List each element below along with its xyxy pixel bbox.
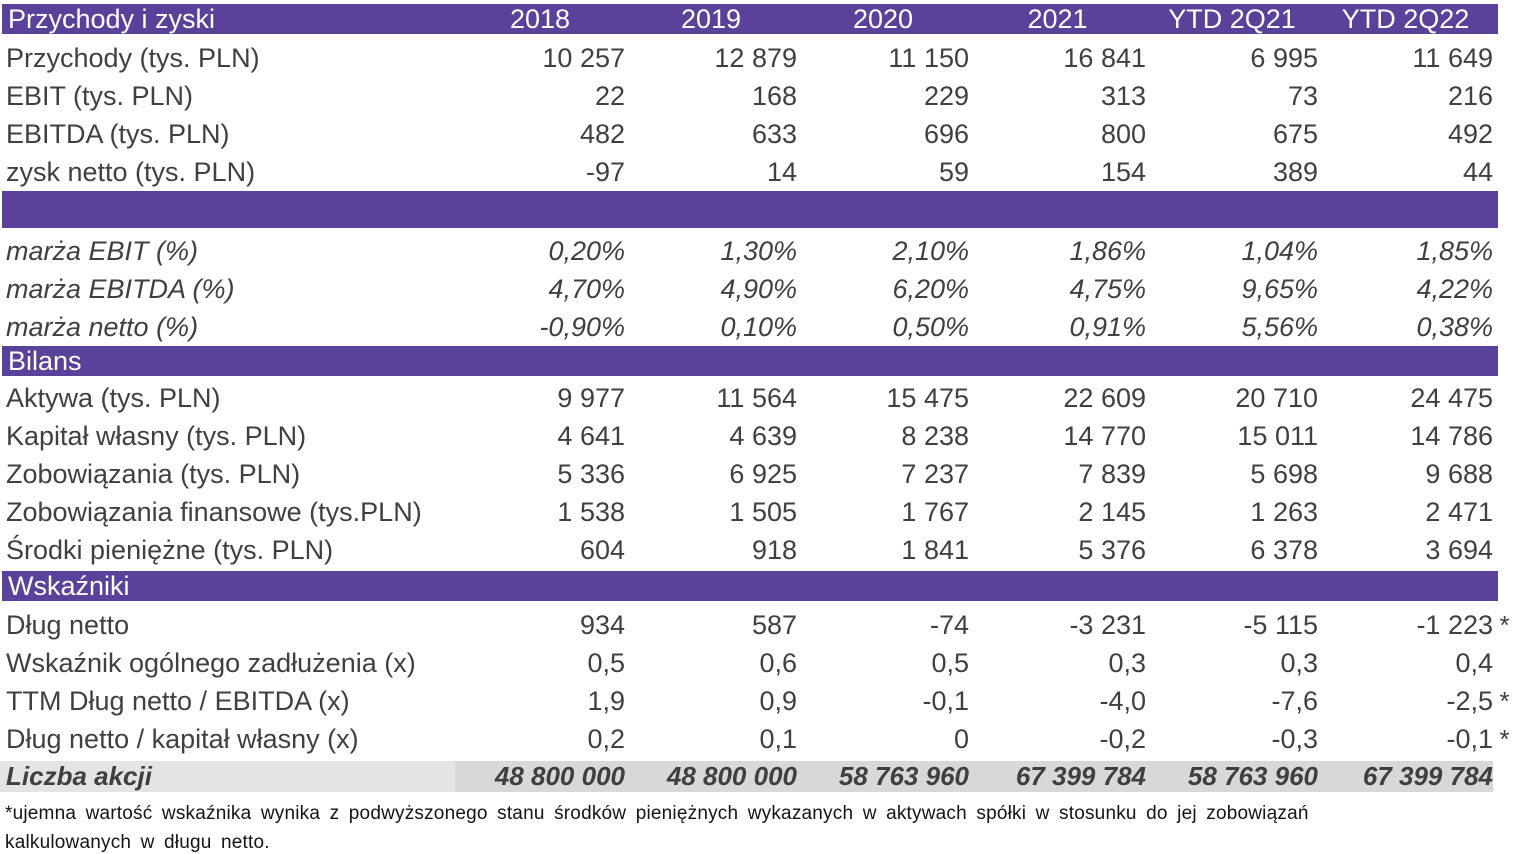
cell-value: -0,2 (1099, 724, 1146, 754)
table-row (0, 232, 1516, 270)
cell-value: 58 763 960 (797, 761, 969, 792)
cell-value: 15 475 (886, 383, 969, 413)
cell-value: 12 879 (714, 43, 797, 73)
cell-value: 8 238 (901, 421, 969, 451)
cell-value: 7 839 (1078, 459, 1146, 489)
cell-value: 4,90% (720, 274, 797, 304)
section-header-wskazniki (2, 571, 1498, 601)
cell-value: 675 (1272, 119, 1318, 149)
cell-value: 482 (579, 119, 625, 149)
row-label: EBIT (tys. PLN) (6, 81, 194, 111)
row-label: Środki pieniężne (tys. PLN) (6, 535, 334, 565)
cell-value: 4 641 (557, 421, 625, 451)
cell-value: 11 649 (1412, 43, 1493, 73)
cell-value: 168 (751, 81, 797, 111)
cell-value: 800 (1100, 119, 1146, 149)
cell-value: 492 (1447, 119, 1493, 149)
cell-value: 73 (1287, 81, 1318, 111)
cell-value: 1,85% (1416, 236, 1493, 266)
table-row (0, 493, 1516, 531)
cell-value: 1,9 (587, 686, 625, 716)
cell-value: 1 538 (557, 497, 625, 527)
table-row (0, 77, 1516, 115)
cell-value: 67 399 784 (1318, 761, 1493, 792)
cell-value: 1,30% (720, 236, 797, 266)
cell-value: 1 505 (729, 497, 797, 527)
cell-value: -1 223 (1416, 610, 1493, 640)
cell-value: 9,65% (1241, 274, 1318, 304)
row-label: marża EBITDA (%) (6, 274, 235, 304)
cell-value: 59 (938, 157, 969, 187)
table-row (0, 644, 1516, 682)
cell-value: 0,3 (1108, 648, 1146, 678)
table-row (0, 270, 1516, 308)
cell-value: 14 (766, 157, 797, 187)
cell-value: -5 115 (1243, 610, 1318, 640)
footnote-marker: * (1499, 686, 1510, 716)
cell-value: 1 263 (1250, 497, 1318, 527)
row-label: EBITDA (tys. PLN) (6, 119, 230, 149)
cell-value: 696 (923, 119, 969, 149)
table-row (0, 720, 1516, 758)
table-row (0, 682, 1516, 720)
cell-value: 9 688 (1425, 459, 1493, 489)
cell-value: 0,9 (759, 686, 797, 716)
column-header-2021: 2021 (1027, 4, 1088, 34)
cell-value: 934 (579, 610, 625, 640)
cell-value: 2 145 (1078, 497, 1146, 527)
cell-value: 22 609 (1063, 383, 1146, 413)
row-label: zysk netto (tys. PLN) (6, 157, 256, 187)
row-label: Zobowiązania (tys. PLN) (6, 459, 301, 489)
footnote-marker: * (1499, 610, 1510, 640)
cell-value: 0,6 (759, 648, 797, 678)
row-label: marża EBIT (%) (6, 236, 199, 266)
table-row (0, 606, 1516, 644)
row-label: Aktywa (tys. PLN) (6, 383, 221, 413)
cell-value: 0 (953, 724, 969, 754)
cell-value: 313 (1100, 81, 1146, 111)
cell-value: 1,86% (1069, 236, 1146, 266)
cell-value: 15 011 (1237, 421, 1318, 451)
cell-value: 6,20% (892, 274, 969, 304)
cell-value: 229 (923, 81, 969, 111)
table-row (0, 531, 1516, 569)
cell-value: 0,3 (1280, 648, 1318, 678)
cell-value: 58 763 960 (1146, 761, 1318, 792)
cell-value: 0,20% (548, 236, 625, 266)
cell-value: 0,1 (759, 724, 797, 754)
cell-value: 2 471 (1425, 497, 1493, 527)
table-row (0, 455, 1516, 493)
cell-value: -0,1 (922, 686, 969, 716)
cell-value: 9 977 (557, 383, 625, 413)
cell-value: 587 (751, 610, 797, 640)
table-header-bar (2, 4, 1498, 34)
table-row (0, 379, 1516, 417)
row-label: Dług netto / kapitał własny (x) (6, 724, 359, 754)
cell-value: 5,56% (1241, 312, 1318, 342)
cell-value: 10 257 (542, 43, 625, 73)
cell-value: -0,3 (1271, 724, 1318, 754)
section-title-przychody: Przychody i zyski (8, 4, 216, 34)
cell-value: 4,22% (1416, 274, 1493, 304)
cell-value: -2,5 (1446, 686, 1493, 716)
cell-value: 11 564 (716, 383, 797, 413)
section-title-wskazniki: Wskaźniki (8, 571, 130, 601)
cell-value: 6 378 (1250, 535, 1318, 565)
cell-value: 6 995 (1250, 43, 1318, 73)
row-label: Przychody (tys. PLN) (6, 43, 260, 73)
cell-value: 154 (1100, 157, 1146, 187)
cell-value: -3 231 (1069, 610, 1146, 640)
row-label: Liczba akcji (0, 761, 455, 792)
cell-value: 0,50% (892, 312, 969, 342)
cell-value: 14 786 (1410, 421, 1493, 451)
cell-value: 4 639 (729, 421, 797, 451)
cell-value: 5 336 (557, 459, 625, 489)
cell-value: -0,90% (539, 312, 625, 342)
cell-value: 5 698 (1250, 459, 1318, 489)
row-label: marża netto (%) (6, 312, 199, 342)
column-header-ytd2q21: YTD 2Q21 (1168, 4, 1296, 34)
cell-value: 0,5 (931, 648, 969, 678)
cell-value: 0,91% (1069, 312, 1146, 342)
shares-row (0, 761, 1516, 792)
table-row (0, 153, 1516, 191)
table-row (0, 417, 1516, 455)
table-row (0, 115, 1516, 153)
cell-value: -0,1 (1446, 724, 1493, 754)
section-header-bilans (2, 346, 1498, 376)
cell-value: 918 (751, 535, 797, 565)
column-header-2019: 2019 (680, 4, 742, 34)
cell-value: 0,38% (1416, 312, 1493, 342)
cell-value: 1,04% (1241, 236, 1318, 266)
cell-value: -4,0 (1099, 686, 1146, 716)
cell-value: 0,4 (1455, 648, 1493, 678)
cell-value: 48 800 000 (625, 761, 797, 792)
cell-value: 6 925 (729, 459, 797, 489)
row-label: Zobowiązania finansowe (tys.PLN) (6, 497, 422, 527)
row-label: Dług netto (6, 610, 130, 640)
cell-value: 604 (579, 535, 625, 565)
cell-value: 2,10% (892, 236, 969, 266)
cell-value: 14 770 (1063, 421, 1146, 451)
cell-value: 216 (1447, 81, 1493, 111)
cell-value: 0,5 (587, 648, 625, 678)
cell-value: 0,2 (587, 724, 625, 754)
column-header-2020: 2020 (852, 4, 914, 34)
cell-value: 67 399 784 (969, 761, 1146, 792)
cell-value: 1 841 (901, 535, 969, 565)
section-title-bilans: Bilans (8, 346, 82, 376)
column-header-2018: 2018 (509, 4, 571, 34)
cell-value: 11 150 (888, 43, 969, 73)
cell-value: 44 (1462, 157, 1493, 187)
footnote-marker: * (1499, 724, 1510, 754)
cell-value: -74 (929, 610, 969, 640)
section-separator-bar (2, 191, 1498, 228)
cell-value: 16 841 (1063, 43, 1146, 73)
row-label: TTM Dług netto / EBITDA (x) (6, 686, 350, 716)
cell-value: 7 237 (901, 459, 969, 489)
cell-value: 24 475 (1410, 383, 1493, 413)
cell-value: 0,10% (720, 312, 797, 342)
cell-value: 4,75% (1069, 274, 1146, 304)
cell-value: -7,6 (1271, 686, 1318, 716)
column-header-ytd2q22: YTD 2Q22 (1341, 4, 1470, 34)
cell-value: -97 (585, 157, 625, 187)
table-row (0, 308, 1516, 346)
cell-value: 4,70% (548, 274, 625, 304)
row-label: Kapitał własny (tys. PLN) (6, 421, 307, 451)
cell-value: 389 (1272, 157, 1318, 187)
table-row (0, 39, 1516, 77)
cell-value: 20 710 (1235, 383, 1318, 413)
cell-value: 5 376 (1078, 535, 1146, 565)
footnote-text: *ujemna wartość wskaźnika wynika z podwyższonego stanu środków pieniężnych wykazanych w aktywach spółki w stosunku do jej zobowiązań kalkulowanych w długu netto. (5, 803, 1309, 854)
cell-value: 633 (751, 119, 797, 149)
row-label: Wskaźnik ogólnego zadłużenia (x) (6, 648, 416, 678)
cell-value: 3 694 (1425, 535, 1493, 565)
cell-value: 48 800 000 (455, 761, 625, 792)
cell-value: 1 767 (901, 497, 969, 527)
cell-value: 22 (594, 81, 625, 111)
